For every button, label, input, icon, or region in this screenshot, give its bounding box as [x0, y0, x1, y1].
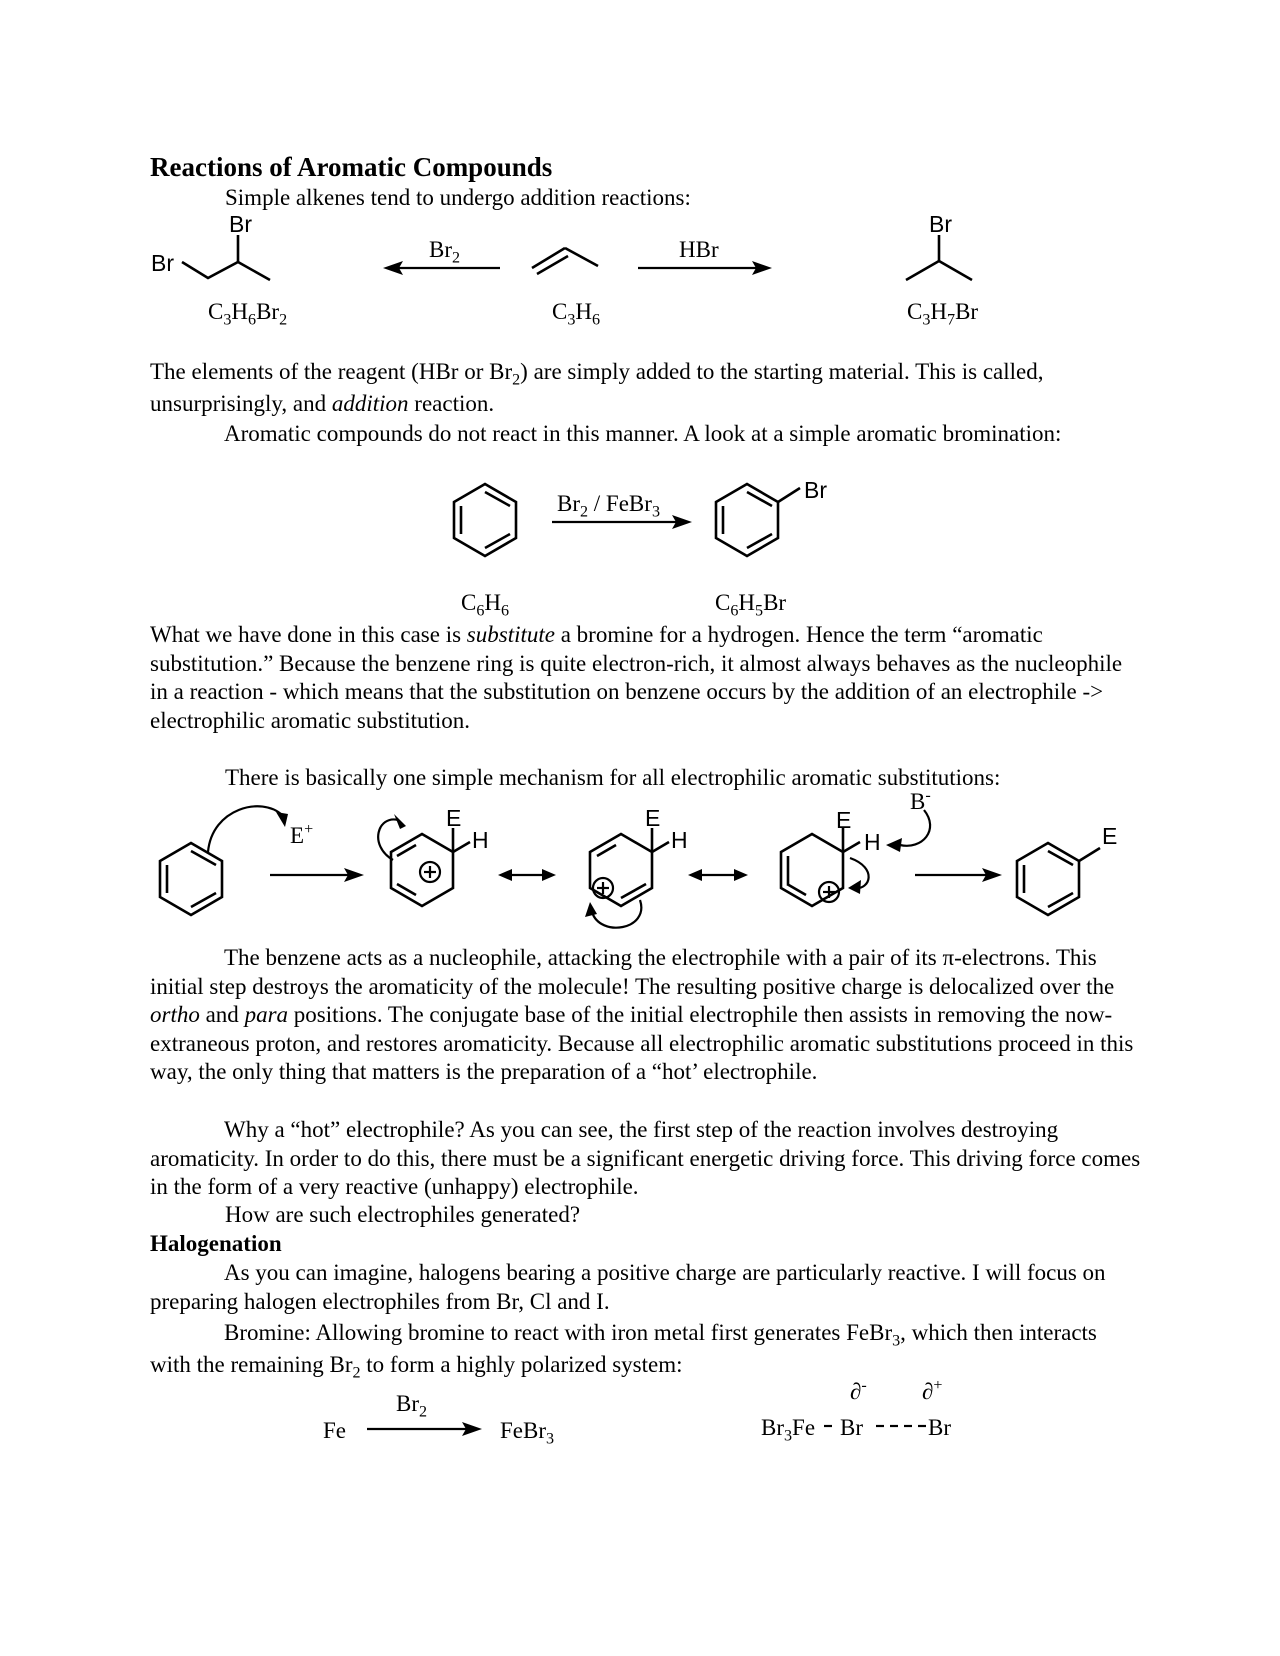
addition-intro: Simple alkenes tend to undergo addition reactions:	[225, 185, 691, 210]
paragraph-addition-explained: The elements of the reagent (HBr or $Br_2$) are simply added to the starting material. This is called, unsurprisingly, and addition reaction.	[150, 359, 1044, 416]
paragraph-question: How are such electrophiles generated?	[225, 1202, 581, 1227]
benzene-formula: $C_6H_6$	[461, 590, 510, 620]
paragraph-bromine: Bromine: Allowing bromine to react with iron metal first generates FeBr$_3$, which then interacts with the remaining $Br_2$ to form a highly polarized system:	[150, 1320, 1097, 1382]
base-label: B-	[910, 787, 931, 814]
paragraph-substitution: What we have done in this case is substitute a bromine for a hydrogen. Hence the term “aromatic substitution.” Because the benzene ring is quite electron-rich, it almost always behaves as the nucleophile in a reaction - which means that the substitution on benzene occurs by the addition of an electrophile -> electrophilic aromatic substitution.	[150, 622, 1123, 733]
paragraph-mechanism-explained: The benzene acts as a nucleophile, attacking the electrophile with a pair of its π-electrons. This initial step destroys the aromaticity of the molecule! The resulting positive charge is delocalized over the ortho and para positions. The conjugate base of the initial electrophile then assists in removing the now-extraneous proton, and restores aromaticity. Because all electrophilic aromatic substitutions proceed in this way, the only thing that matters is the preparation of a “hot’ electrophile.	[150, 945, 1134, 1084]
product-e: E	[1102, 823, 1118, 849]
bromopropane-formula: $C_3H_7Br$	[907, 299, 979, 329]
sigma-3-h: H	[864, 829, 881, 855]
sigma-2-h: H	[671, 827, 688, 853]
dibromopropane-br-top: Br	[229, 211, 252, 237]
paragraph-aromatic-intro: Aromatic compounds do not react in this manner. A look at a simple aromatic bromination:	[224, 421, 1062, 446]
electrophile-label: E+	[290, 821, 314, 848]
paragraph-halogens: As you can imagine, halogens bearing a positive charge are particularly reactive. I will focus on preparing halogen electrophiles from Br, Cl and I.	[150, 1260, 1106, 1314]
complex-br-middle: Br	[840, 1415, 863, 1440]
sigma-3-e: E	[836, 807, 852, 833]
delta-plus: ∂+	[922, 1377, 943, 1404]
page-title: Reactions of Aromatic Compounds	[150, 152, 553, 182]
bromopropane-br: Br	[929, 211, 952, 237]
propene-formula: $C_3H_6$	[552, 299, 601, 329]
heading-halogenation: Halogenation	[150, 1231, 282, 1256]
dibromopropane-formula: $C_3H_6Br_2$	[208, 299, 288, 329]
bromination-reagent: $Br_2$ / FeBr$_3$	[557, 491, 660, 521]
delta-minus: ∂-	[850, 1377, 867, 1404]
dibromopropane-br-left: Br	[151, 250, 174, 276]
sigma-2-e: E	[645, 805, 661, 831]
arrow-hbr-label: HBr	[679, 237, 719, 262]
fe-label: Fe	[323, 1418, 346, 1443]
arrow-br2-label: $Br_2$	[429, 237, 461, 267]
bromobenzene-br: Br	[804, 477, 827, 503]
fe-reagent: $Br_2$	[396, 1391, 428, 1421]
paragraph-hot-electrophile: Why a “hot” electrophile? As you can see, the first step of the reaction involves destroying aromaticity. In order to do this, there must be a significant energetic driving force. This driving force comes in the form of a very reactive (unhappy) electrophile.	[150, 1117, 1141, 1199]
febr3-product: FeBr$_3$	[500, 1418, 555, 1448]
complex-br-terminal: Br	[928, 1415, 951, 1440]
sigma-1-h: H	[472, 827, 489, 853]
bromobenzene-formula: $C_6H_5Br$	[715, 590, 787, 620]
complex-febr3: $Br_3Fe$	[761, 1415, 816, 1445]
sigma-1-e: E	[446, 805, 462, 831]
paragraph-mechanism-intro: There is basically one simple mechanism for all electrophilic aromatic substitutions:	[225, 765, 1001, 790]
